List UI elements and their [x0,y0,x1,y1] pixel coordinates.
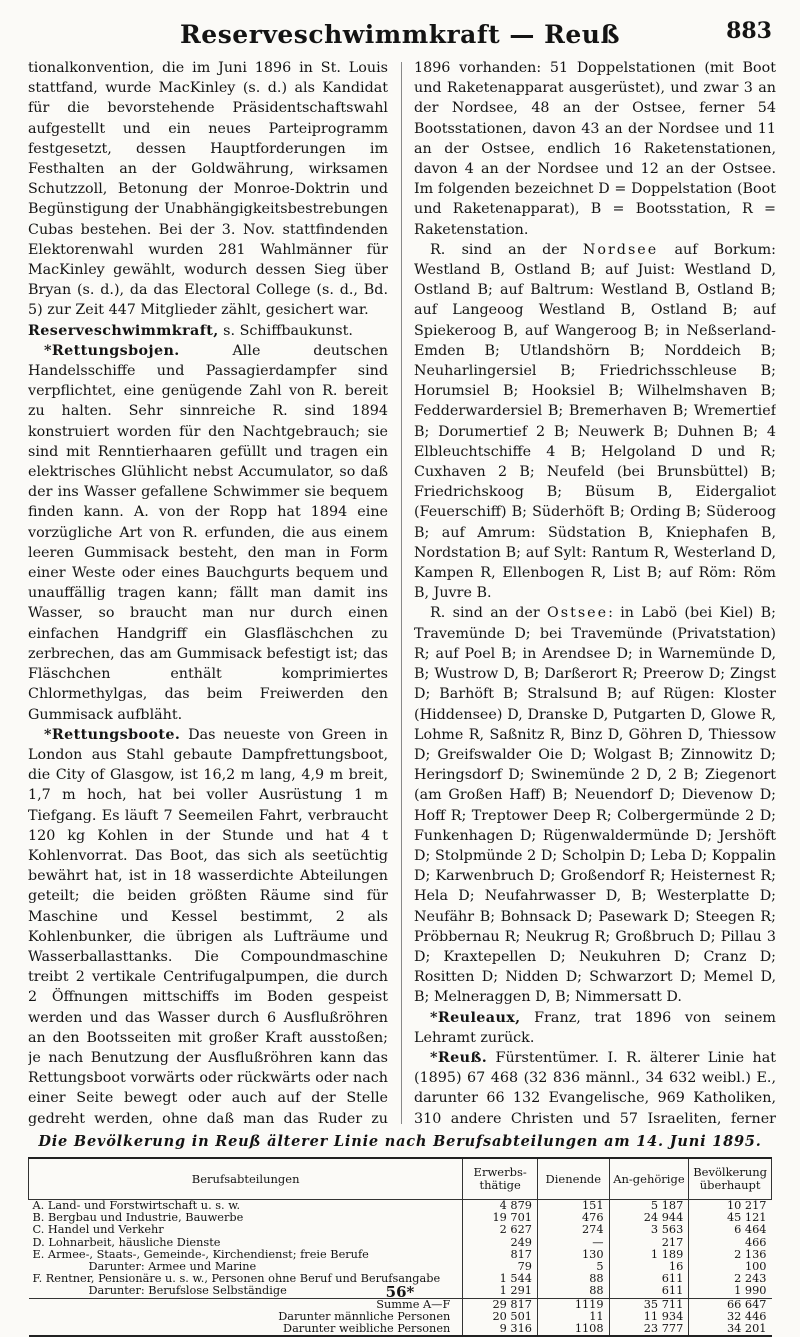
population-table [28,1157,772,1337]
cell-dienende: 88 [538,1285,610,1298]
cell-erwerbsthaetige: 2 627 [463,1224,538,1236]
row-label: Darunter weibliche Personen [29,1323,463,1336]
header-berufsabteilungen: Berufsabteilungen [29,1158,463,1200]
cell-bevoelkerung: 100 [689,1261,772,1273]
table-header-row [29,1158,772,1200]
cell-dienende: 151 [538,1200,610,1213]
cell-bevoelkerung: 2 243 [689,1273,772,1285]
right-column [414,58,776,1128]
row-label: Darunter: Berufslose Selbständige [88,1284,287,1298]
cell-bevoelkerung: 34 201 [689,1323,772,1336]
paragraph-text: : in Labö (bei Kiel) B; Travemünde D; bei Travemünde (Privatstation) R; auf Poel B; in Arendsee D; in Warnemünde D, B; Wustrow D, B; Darßerort R; Preerow D; Zingst D; Barhöft B; Stralsund B; auf Rügen: Kloster (Hiddensee) D, Dranske D, Putgarten D, Glowe R, Lohme R, Saßnitz R, Binz D, Göhren D, Thiessow D; Greifswalder Oie D; Wolgast B; Zinnowitz D; Heringsdorf D; Swinemünde 2 D, 2 B; Ziegenort (am Großen Haff) B; Neuendorf D; Dievenow D; Hoff R; Treptower Deep R; Colbergermünde 2 D; Funkenhagen D; Rügenwaldermünde D; Jershöft D; Stolpmünde 2 D; Scholpin D; Leba D; Koppalin D; Karwenbruch D; Großendorf R; Heisternest R; Hela D; Neufahrwasser D, B; Westerplatte D; Neufähr B; Bohnsack D; Pasewark D; Steegen R; Pröbbernau R; Neukrug R; Großbruch D; Pillau 3 D; Kraxtepellen D; Neukuhren D; Cranz D; Rositten D; Nidden D; Schwarzort D; Memel D, B; Melneraggen D, B; Nimmersatt D. [414,605,776,1006]
header-bevoelkerung: Bevölkerung überhaupt [689,1158,772,1200]
entry-rettungsboote [28,725,388,1128]
row-label: Darunter: Armee und Marine [88,1260,257,1274]
cell-bevoelkerung: 32 446 [689,1311,772,1323]
cell-angehoerige: 5 187 [609,1200,689,1213]
paragraph-continuation: tionalkonvention, die im Juni 1896 in St. Louis stattfand, wurde MacKinley (s. d.) als Kandidat für die bevorstehende Präsidentschaftswahl aufgestellt und ein neues Parteiprogramm festgesetzt, dessen Hauptforderungen im Festhalten an der Goldwährung, wirksamen Schutzzoll, Betonung der Monroe-Doktrin und Begünstigung der Unabhängigkeitsbestrebungen Cubas bestehen. Bei der 3. Nov. stattfindenden Elektorenwahl wurden 281 Wahlmänner für MacKinley gewählt, wodurch dessen Sieg über Bryan (s. d.), da das Electoral College (s. d., Bd. 5) zur Zeit 447 Mitglieder zählt, gesichert war. [28,60,388,319]
paragraph-ostsee-stations [414,603,776,1007]
row-label: D. Lohnarbeit, häusliche Dienste [32,1235,221,1249]
row-label: F. Rentner, Pensionäre u. s. w., Personen ohne Beruf und Berufsangabe [32,1272,441,1286]
table-row [29,1200,772,1213]
entry-reuleaux [414,1008,776,1048]
cell-dienende: 476 [538,1212,610,1224]
cell-erwerbsthaetige: 1 291 [463,1285,538,1298]
running-head-title: Reserveschwimmkraft — Reuß [180,20,620,49]
entry-text: Das neueste von Green in London aus Stahl gebaute Dampfrettungsboot, die City of Glasgow, ist 16,2 m lang, 4,9 m breit, 1,7 m hoch, hat bei voller Ausrüstung 1 m Tiefgang. Es läuft 7 Seemeilen Fahrt, verbraucht 120 kg Kohlen in der Stunde und hat 4 t Kohlenvorrat. Das Boot, das sich als seetüchtig bewährt hat, ist in 18 wasserdichte Abteilungen geteilt; die beiden größten Räume sind für Maschine und Kessel bestimmt, 2 als Kohlenbunker, die übrigen als Lufträume und Wasserballasttanks. Die Compoundmaschine treibt 2 vertikale Centrifugalpumpen, die durch 2 Öffnungen mittschiffs im Boden gespeist werden und das Wasser durch 6 Ausflußröhren an den Bootsseiten mit großer Kraft ausstoßen; je nach Benutzung der Ausflußröhren kann das Rettungsboot vorwärts oder rückwärts oder nach einer Seite bewegt oder auch auf der Stelle gedreht werden, ohne daß man das Ruder zu [28,726,388,1127]
cell-erwerbsthaetige: 249 [463,1237,538,1249]
entry-text: Franz, trat 1896 von seinem Lehramt zurück. [414,1009,776,1046]
paragraph-text: R. sind an der [430,241,583,258]
entry-reuss [414,1048,776,1128]
cell-erwerbsthaetige: 29 817 [463,1298,538,1311]
cell-bevoelkerung: 6 464 [689,1224,772,1236]
cell-angehoerige: 3 563 [609,1224,689,1236]
cell-dienende: 88 [538,1273,610,1285]
entry-text: s. Schiffbaukunst. [218,322,353,339]
cell-angehoerige: 23 777 [609,1323,689,1336]
cell-erwerbsthaetige: 4 879 [463,1200,538,1213]
header-dienende: Dienende [538,1158,610,1200]
row-label: Darunter männliche Personen [278,1309,451,1323]
paragraph-text: R. sind an der [430,605,548,622]
entry-lemma: *Reuleaux, [430,1009,521,1026]
row-label: Summe A—F [29,1298,463,1311]
cell-angehoerige: 24 944 [609,1212,689,1224]
page-number: 883 [726,18,772,44]
entry-lemma: *Rettungsbojen. [44,342,180,359]
cell-angehoerige: 11 934 [609,1311,689,1323]
entry-reserveschwimmkraft [28,321,388,341]
paragraph-continuation: 1896 vorhanden: 51 Doppelstationen (mit Boot und Raketenapparat ausgerüstet), und zwar 3 an der Nordsee, 48 an der Ostsee, ferner 54 Bootsstationen, davon 43 an der Nordsee und 11 an der Ostsee, endlich 16 Raketenstationen, davon 4 an der Nordsee und 12 an der Ostsee. Im folgenden bezeichnet D = Doppelstation (Boot und Raketenapparat), B = Bootsstation, R = Raketenstation. [414,60,776,238]
entry-text: Alle deutschen Handelsschiffe und Passagierdampfer sind verpflichtet, eine genügende Zahl von R. bereit zu halten. Sehr sinnreiche R. sind 1894 konstruiert worden für den Nachtgebrauch; sie sind mit Renntierhaaren gefüllt und tragen ein elektrisches Glühlicht nebst Accumulator, so daß der ins Wasser gefallene Schwimmer sie bequem finden kann. A. von der Ropp hat 1894 eine vorzügliche Art von R. erfunden, die aus einem leeren Gummisack besteht, den man in Form einer Weste oder eines Bauchgurts bequem und unauffällig tragen kann; fällt man damit ins Wasser, so braucht man nur durch einen einfachen Handgriff ein Glasfläschchen zu zerbrechen, das am Gummisack befestigt ist; das Fläschchen enthält komprimiertes Chlormethylgas, das beim Freiwerden den Gummisack aufbläht. [28,342,388,723]
table-caption: Die Bevölkerung in Reuß älterer Linie nach Berufsabteilungen am 14. Juni 1895. [38,1133,762,1150]
cell-bevoelkerung: 66 647 [689,1298,772,1311]
row-label: E. Armee-, Staats-, Gemeinde-, Kirchendienst; freie Berufe [32,1247,369,1261]
page-header [28,14,772,56]
paragraph-text: auf Borkum: Westland B, Ostland B; auf Juist: Westland D, Ostland B; auf Baltrum: Westland B, Ostland B; auf Langeoog Westland B, Ostland B; auf Spiekeroog B, auf Wangeroog B; in Neßserland-Emden B; Utlandshörn B; Norddeich B; Neuharlingersiel B; Friedrichsschleuse B; Horumsiel B; Hooksiel B; Wilhelmshaven B; Fedderwardersiel B; Bremerhaven B; Wremertief B; Dorumertief 2 B; Neuwerk B; Duhnen B; 4 Elbleuchtschiffe 4 B; Helgoland D und R; Cuxhaven 2 B; Neufeld (bei Brunsbüttel) B; Friedrichskoog B; Büsum B, Eidergaliot (Feuerschiff) B; Süderhöft B; Ording B; Süderoog B; auf Amrum: Südstation B, Kniephafen B, Nordstation B; auf Sylt: Rantum R, Westerland D, Kampen R, Ellenbogen R, List B; auf Röm: Röm B, Juvre B. [414,241,776,602]
cell-dienende: 5 [538,1261,610,1273]
row-label: B. Bergbau und Industrie, Bauwerbe [32,1211,244,1225]
cell-dienende: 1108 [538,1323,610,1336]
row-label: C. Handel und Verkehr [32,1223,164,1237]
cell-dienende: — [538,1237,610,1249]
cell-bevoelkerung: 1 990 [689,1285,772,1298]
cell-erwerbsthaetige: 20 501 [463,1311,538,1323]
entry-text: Fürstentümer. I. R. älterer Linie hat (1895) 67 468 (32 836 männl., 34 632 weibl.) E., darunter 66 132 Evangelische, 969 Katholiken, 310 andere Christen und 57 Israeliten, ferner [414,1049,776,1127]
cell-angehoerige: 1 189 [609,1249,689,1261]
cell-bevoelkerung: 10 217 [689,1200,772,1213]
cell-bevoelkerung: 45 121 [689,1212,772,1224]
row-label: A. Land- und Forstwirtschaft u. s. w. [32,1199,241,1213]
cell-erwerbsthaetige: 19 701 [463,1212,538,1224]
cell-erwerbsthaetige: 9 316 [463,1323,538,1336]
entry-lemma: Reserveschwimmkraft, [28,322,219,339]
table-row [29,1323,772,1336]
entry-rettungsbojen [28,341,388,725]
entry-lemma: *Rettungsboote. [44,726,181,743]
cell-erwerbsthaetige: 817 [463,1249,538,1261]
cell-bevoelkerung: 2 136 [689,1249,772,1261]
cell-erwerbsthaetige: 1 544 [463,1273,538,1285]
left-column [28,58,388,1128]
entry-lemma: *Reuß. [430,1049,488,1066]
column-divider [401,62,402,1124]
cell-angehoerige: 16 [609,1261,689,1273]
table-row [29,1237,772,1249]
paragraph-nordsee-stations [414,240,776,604]
cell-bevoelkerung: 466 [689,1237,772,1249]
header-angehoerige: An-gehörige [609,1158,689,1200]
cell-dienende: 11 [538,1311,610,1323]
table-row [29,1224,772,1236]
cell-angehoerige: 611 [609,1285,689,1298]
header-erwerbsthaetige: Erwerbs-thätige [463,1158,538,1200]
cell-erwerbsthaetige: 79 [463,1261,538,1273]
cell-dienende: 130 [538,1249,610,1261]
table-row [29,1311,772,1323]
cell-dienende: 1119 [538,1298,610,1311]
sheet-signature: 56* [385,1283,415,1301]
cell-angehoerige: 35 711 [609,1298,689,1311]
cell-angehoerige: 611 [609,1273,689,1285]
spaced-keyword: Ostsee [547,605,609,622]
cell-angehoerige: 217 [609,1237,689,1249]
spaced-keyword: Nordsee [582,241,659,258]
cell-dienende: 274 [538,1224,610,1236]
